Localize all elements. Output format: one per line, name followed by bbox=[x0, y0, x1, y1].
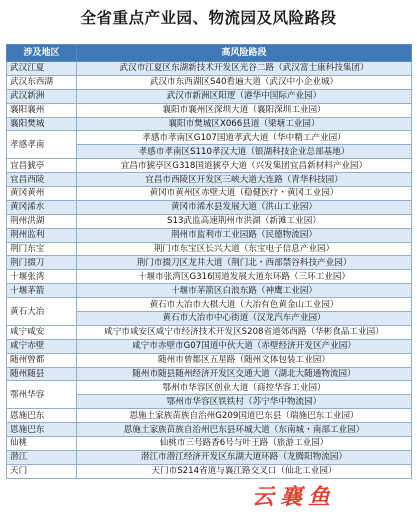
area-cell: 荆州监利 bbox=[7, 228, 77, 242]
table-row bbox=[7, 187, 412, 201]
table-row bbox=[7, 62, 412, 76]
table-row bbox=[7, 131, 412, 145]
route-cell: 咸宁市赤壁市G07国道中伙大道（赤壁经济开发区产业园） bbox=[77, 339, 412, 353]
route-cell: 武汉市新洲区阳逻（港华中国际产业园） bbox=[77, 89, 412, 103]
table-row bbox=[7, 228, 412, 242]
route-cell: 武汉市江夏区东湖新技术开发区光谷二路（武汉富士康科技集团） bbox=[77, 62, 412, 76]
area-cell: 黄冈黄州 bbox=[7, 187, 77, 201]
route-cell: 鄂州市华容区创业大道（商控华容工业园） bbox=[77, 381, 412, 395]
route-cell: 孝感市孝南区S110孝汉大道（银湖科技企业总部基地） bbox=[77, 145, 412, 159]
route-cell: 襄阳市襄州区深圳大道（襄阳深圳工业园） bbox=[77, 103, 412, 117]
area-cell: 咸宁咸安 bbox=[7, 325, 77, 339]
route-cell: 随州市随县随州经济开发区交通大道（湖北大随通物流园） bbox=[77, 367, 412, 381]
watermark-logo: 云襄鱼 bbox=[252, 484, 337, 510]
table-row bbox=[7, 214, 412, 228]
area-cell: 鄂州华容 bbox=[7, 381, 77, 409]
table-row bbox=[7, 339, 412, 353]
table-row bbox=[7, 103, 412, 117]
table-row bbox=[7, 298, 412, 312]
route-cell: S13武监高速荆州市洪湖（新滩工业园） bbox=[77, 214, 412, 228]
route-cell: 荆州市监利市工业园路（民德物流园） bbox=[77, 228, 412, 242]
route-cell: 潜江市潜江经济开发区东湖大道环路（龙腾阳物流园） bbox=[77, 450, 412, 464]
route-cell: 仙桃市三号路香6号与叶王路（旅游工业园） bbox=[77, 437, 412, 451]
route-cell: 孝感市孝南区G107国道孝武大道（华中精工产业园） bbox=[77, 131, 412, 145]
route-cell: 黄石市大冶市中心街道（汉龙汽车产业园） bbox=[77, 312, 412, 326]
route-cell: 鄂州市华容区铁铁村（苏宁华中物流园） bbox=[77, 395, 412, 409]
table-row bbox=[7, 409, 412, 423]
area-cell: 十堰张湾 bbox=[7, 270, 77, 284]
area-cell: 荆门东宝 bbox=[7, 242, 77, 256]
route-cell: 武汉市东西湖区S40看遍大道（武汉中小企业城） bbox=[77, 75, 412, 89]
area-cell: 武汉东西湖 bbox=[7, 75, 77, 89]
area-cell: 潜江 bbox=[7, 450, 77, 464]
route-cell: 恩施土家族苗族自治州G209国道巴东县（瑞施巴东工业园） bbox=[77, 409, 412, 423]
table-row bbox=[7, 89, 412, 103]
route-cell: 黄冈市浠水县发展大道（洪山工业园） bbox=[77, 200, 412, 214]
area-cell: 孝感孝南 bbox=[7, 131, 77, 159]
table-header-row bbox=[7, 45, 412, 62]
area-cell: 武汉新洲 bbox=[7, 89, 77, 103]
area-cell: 襄阳樊城 bbox=[7, 117, 77, 131]
route-cell: 天门市S214省道与襄江路交叉口（仙北工业园） bbox=[77, 464, 412, 478]
area-cell: 十堰茅箭 bbox=[7, 284, 77, 298]
area-cell: 随州随县 bbox=[7, 367, 77, 381]
route-cell: 黄石市大冶市大棋大道（大冶有色黄金山工业园） bbox=[77, 298, 412, 312]
table-row bbox=[7, 173, 412, 187]
route-cell: 咸宁市咸安区咸宁市经济技术开发区S208省道郊西路（华彬食品工业园） bbox=[77, 325, 412, 339]
area-cell: 恩施巴东 bbox=[7, 423, 77, 437]
route-cell: 宜昌市西陵区开发区三峡大道大连路（青华科技园） bbox=[77, 173, 412, 187]
area-cell: 荆门掇刀 bbox=[7, 256, 77, 270]
table-row bbox=[7, 437, 412, 451]
route-cell: 宜昌市猇亭区G318国道猇亭大道（兴发集团宜昌新材料产业园） bbox=[77, 159, 412, 173]
table-row bbox=[7, 325, 412, 339]
table-row bbox=[7, 75, 412, 89]
header-area: 涉及地区 bbox=[7, 45, 77, 62]
area-cell: 咸宁赤壁 bbox=[7, 339, 77, 353]
area-cell: 恩施巴东 bbox=[7, 409, 77, 423]
area-cell: 天门 bbox=[7, 464, 77, 478]
route-cell: 荆门市掇刀区龙井大道（荆门北・西部禁谷科技产业园） bbox=[77, 256, 412, 270]
route-cell: 随州市曾都区五星路（随州文体包装工业园） bbox=[77, 353, 412, 367]
area-cell: 宜昌猇亭 bbox=[7, 159, 77, 173]
area-cell: 武汉江夏 bbox=[7, 62, 77, 76]
table-row bbox=[7, 117, 412, 131]
table-row bbox=[7, 367, 412, 381]
route-cell: 襄阳市樊城区X066县道（梁塘工业园） bbox=[77, 117, 412, 131]
area-cell: 襄阳襄州 bbox=[7, 103, 77, 117]
route-cell: 十堰市茅箭区白浪东路（神鹰工业园） bbox=[77, 284, 412, 298]
risk-route-table bbox=[6, 44, 412, 479]
table-row bbox=[7, 450, 412, 464]
route-cell: 十堰市张湾区G316国道发展大道东环路（三环工业园） bbox=[77, 270, 412, 284]
table-row bbox=[7, 200, 412, 214]
table-row bbox=[7, 353, 412, 367]
table-row bbox=[7, 159, 412, 173]
area-cell: 黄冈浠水 bbox=[7, 200, 77, 214]
route-cell: 荆门市东宝区长兴大道（东宝电子信息产业园） bbox=[77, 242, 412, 256]
page-title: 全省重点产业园、物流园及风险路段 bbox=[80, 9, 337, 27]
table-row bbox=[7, 270, 412, 284]
route-cell: 恩施土家族苗族自治州巴东县环城大道（东南城・南部工业园） bbox=[77, 423, 412, 437]
header-route: 高风险路段 bbox=[77, 45, 412, 62]
risk-route-table-container bbox=[6, 44, 411, 479]
area-cell: 仙桃 bbox=[7, 437, 77, 451]
area-cell: 荆州洪湖 bbox=[7, 214, 77, 228]
table-row bbox=[7, 256, 412, 270]
area-cell: 宜昌西陵 bbox=[7, 173, 77, 187]
table-row bbox=[7, 464, 412, 478]
table-row bbox=[7, 284, 412, 298]
table-row bbox=[7, 381, 412, 395]
table-row bbox=[7, 423, 412, 437]
route-cell: 黄冈市黄州区赤壁大道（稳健医疗・黄冈工业园） bbox=[77, 187, 412, 201]
table-row bbox=[7, 242, 412, 256]
area-cell: 黄石大冶 bbox=[7, 298, 77, 326]
area-cell: 随州曾都 bbox=[7, 353, 77, 367]
